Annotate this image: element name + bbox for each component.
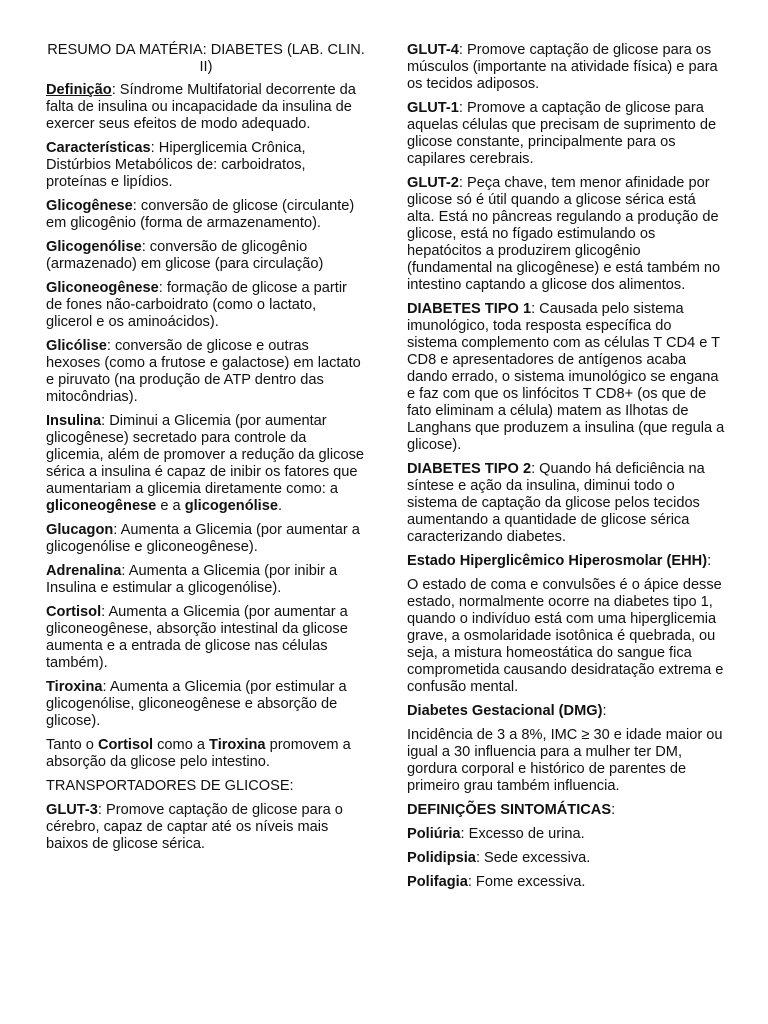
entry-term: Glicogênese [46, 198, 133, 214]
entry-bold-term: Cortisol [97, 737, 154, 753]
entry-adrenalina [46, 563, 366, 597]
entry-text: : conversão de glicose e outras hexoses (como a frutose e galactose) em lactato e piruvato (na produção de ATP dentro das mitocôndrias). [46, 338, 361, 405]
entry-bold-term: glicogenólise [184, 498, 278, 514]
entry-term: Insulina [46, 413, 102, 429]
section-heading-colon: : [602, 703, 607, 719]
entry-term: Gliconeogênese [46, 280, 159, 296]
entry-text: : formação de glicose a partir de fones não-carboidrato (como o lactato, glicerol e os aminoácidos). [46, 280, 347, 330]
entry-term: Glucagon [46, 522, 114, 538]
entry-text: : Quando há deficiência na síntese e ação da insulina, diminui todo o sistema de captação da glicose pelos tecidos aumentando a quantidade de glicose sérica caracterizando diabetes. [407, 461, 705, 545]
entry-glut4 [407, 42, 725, 93]
entry-glut2 [407, 175, 725, 294]
ehh-text: O estado de coma e convulsões é o ápice desse estado, normalmente ocorre na diabetes tipo 1, quando o indivíduo está com uma hiperglicemia grave, a osmolaridade isotônica é quebrada, ou seja, a mistura homeostática do sangue fica comprometida causando desidratação extrema e confusão mental. [407, 577, 724, 695]
entry-insulina [46, 413, 366, 515]
entry-text: : Síndrome Multifatorial decorrente da falta de insulina ou incapacidade da insulina de exercer seus efeitos de modo adequado. [46, 82, 356, 132]
entry-diabetes-tipo-2 [407, 461, 725, 546]
entry-glicogenese [46, 198, 366, 232]
entry-term: DIABETES TIPO 2 [407, 461, 532, 477]
entry-text: : Aumenta a Glicemia (por aumentar a gliconeogênese, absorção intestinal da glicose aumenta e a entrada de glicose nas células também). [46, 604, 348, 671]
section-heading-text: DEFINIÇÕES SINTOMÁTICAS [407, 802, 612, 818]
entry-text: : Promove a captação de glicose para aquelas células que precisam de suprimento de glicose constante, principalmente para os capilares cerebrais. [407, 100, 717, 167]
entry-text: : Aumenta a Glicemia (por estimular a glicogenólise, gliconeogênese e absorção de glicose). [46, 679, 347, 729]
entry-cortisol [46, 604, 366, 672]
section-heading-text: Estado Hiperglicêmico Hiperosmolar (EHH) [407, 553, 708, 569]
entry-text: : conversão de glicose (circulante) em glicogênio (forma de armazenamento). [46, 198, 355, 231]
entry-term: Glicogenólise [46, 239, 142, 255]
entry-text: : Sede excessiva. [475, 850, 591, 866]
transport-heading: TRANSPORTADORES DE GLICOSE: [46, 778, 294, 794]
entry-glut1 [407, 100, 725, 168]
dmg-text: Incidência de 3 a 8%, IMC ≥ 30 e idade maior ou igual a 30 influencia para a mulher ter DM, gordura corporal e histórico de parentes de primeiro grau também influencia. [407, 727, 723, 794]
entry-definicao [46, 82, 366, 133]
entry-term: GLUT-4 [407, 42, 459, 58]
entry-caracteristicas [46, 140, 366, 191]
entry-text: : Aumenta a Glicemia (por inibir a Insulina e estimular a glicogenólise). [46, 563, 338, 596]
right-column [407, 42, 725, 898]
entry-text: como a [153, 737, 210, 753]
left-column [46, 42, 366, 860]
entry-text: : Hiperglicemia Crônica, Distúrbios Metabólicos de: carboidratos, proteínas e lipídios. [46, 140, 306, 190]
section-heading-colon: : [707, 553, 712, 569]
entry-text: : Causada pelo sistema imunológico, toda resposta específica do sistema complemento com as células T CD4 e T CD8 e apresentadores de antígenos acaba dando errado, o sistema imunológico se engana e faz com que os linfócitos T CD8+ (os que de fato eliminam a célula) matem as Ilhotas de Langhans que produzem a insulina (que regula a glicose). [407, 301, 725, 453]
sintomaticas-heading [407, 802, 725, 819]
entry-text: : Aumenta a Glicemia (por aumentar a glicogenólise e gliconeogênese). [46, 522, 360, 555]
entry-term: Tiroxina [46, 679, 103, 695]
entry-text: . [277, 498, 283, 514]
entry-text: : Promove captação de glicose para os músculos (importante na atividade física) e para os tecidos adiposos. [407, 42, 718, 92]
entry-text: e a [156, 498, 185, 514]
entry-term: Polifagia [407, 874, 468, 890]
section-heading-text: Diabetes Gestacional (DMG) [407, 703, 603, 719]
entry-text: Tanto o [46, 737, 98, 753]
entry-term: GLUT-2 [407, 175, 459, 191]
entry-glucagon [46, 522, 366, 556]
entry-term: Poliúria [407, 826, 461, 842]
entry-bold-term: gliconeogênese [46, 498, 157, 514]
entry-diabetes-tipo-1 [407, 301, 725, 454]
entry-term: Definição [46, 82, 112, 98]
entry-text: : Promove captação de glicose para o cérebro, capaz de captar até os níveis mais baixos de glicose sérica. [46, 802, 343, 852]
entry-text: : Excesso de urina. [460, 826, 585, 842]
entry-tanto [46, 737, 366, 771]
entry-term: Adrenalina [46, 563, 122, 579]
entry-term: GLUT-3 [46, 802, 98, 818]
entry-term: GLUT-1 [407, 100, 459, 116]
entry-text: : conversão de glicogênio (armazenado) em glicose (para circulação) [46, 239, 324, 272]
entry-polifagia [407, 874, 725, 891]
entry-glicogenolise [46, 239, 366, 273]
entry-text: : Diminui a Glicemia (por aumentar glicogênese) secretado para controle da glicemia, além de promover a redução da glicose sérica a insulina é capaz de inibir os fatores que aumentariam a glicemia diretamente como: a [46, 413, 364, 497]
entry-poliuria [407, 826, 725, 843]
entry-term: Glicólise [46, 338, 107, 354]
entry-term: Polidipsia [407, 850, 476, 866]
entry-term: DIABETES TIPO 1 [407, 301, 532, 317]
entry-glicolise [46, 338, 366, 406]
entry-polidipsia [407, 850, 725, 867]
ehh-heading [407, 553, 725, 570]
dmg-heading [407, 703, 725, 720]
entry-term: Características [46, 140, 151, 156]
entry-glut3 [46, 802, 366, 853]
section-heading-colon: : [611, 802, 616, 818]
entry-gliconeogenese [46, 280, 366, 331]
entry-text: : Peça chave, tem menor afinidade por glicose só é útil quando a glicose sérica está alta. Está no pâncreas regulando a produção de glicose, está no fígado estimulando os hepatócitos a produzirem glicogênio (fundamental na glicogênese) e está também no intestino captando a glicose dos alimentos. [407, 175, 721, 293]
document-title: RESUMO DA MATÉRIA: DIABETES (LAB. CLIN. II) [47, 42, 365, 75]
entry-bold-term: Tiroxina [209, 737, 266, 753]
entry-text: promovem a absorção da glicose pelo intestino. [46, 737, 351, 770]
entry-tiroxina [46, 679, 366, 730]
entry-term: Cortisol [46, 604, 102, 620]
entry-text: : Fome excessiva. [467, 874, 586, 890]
